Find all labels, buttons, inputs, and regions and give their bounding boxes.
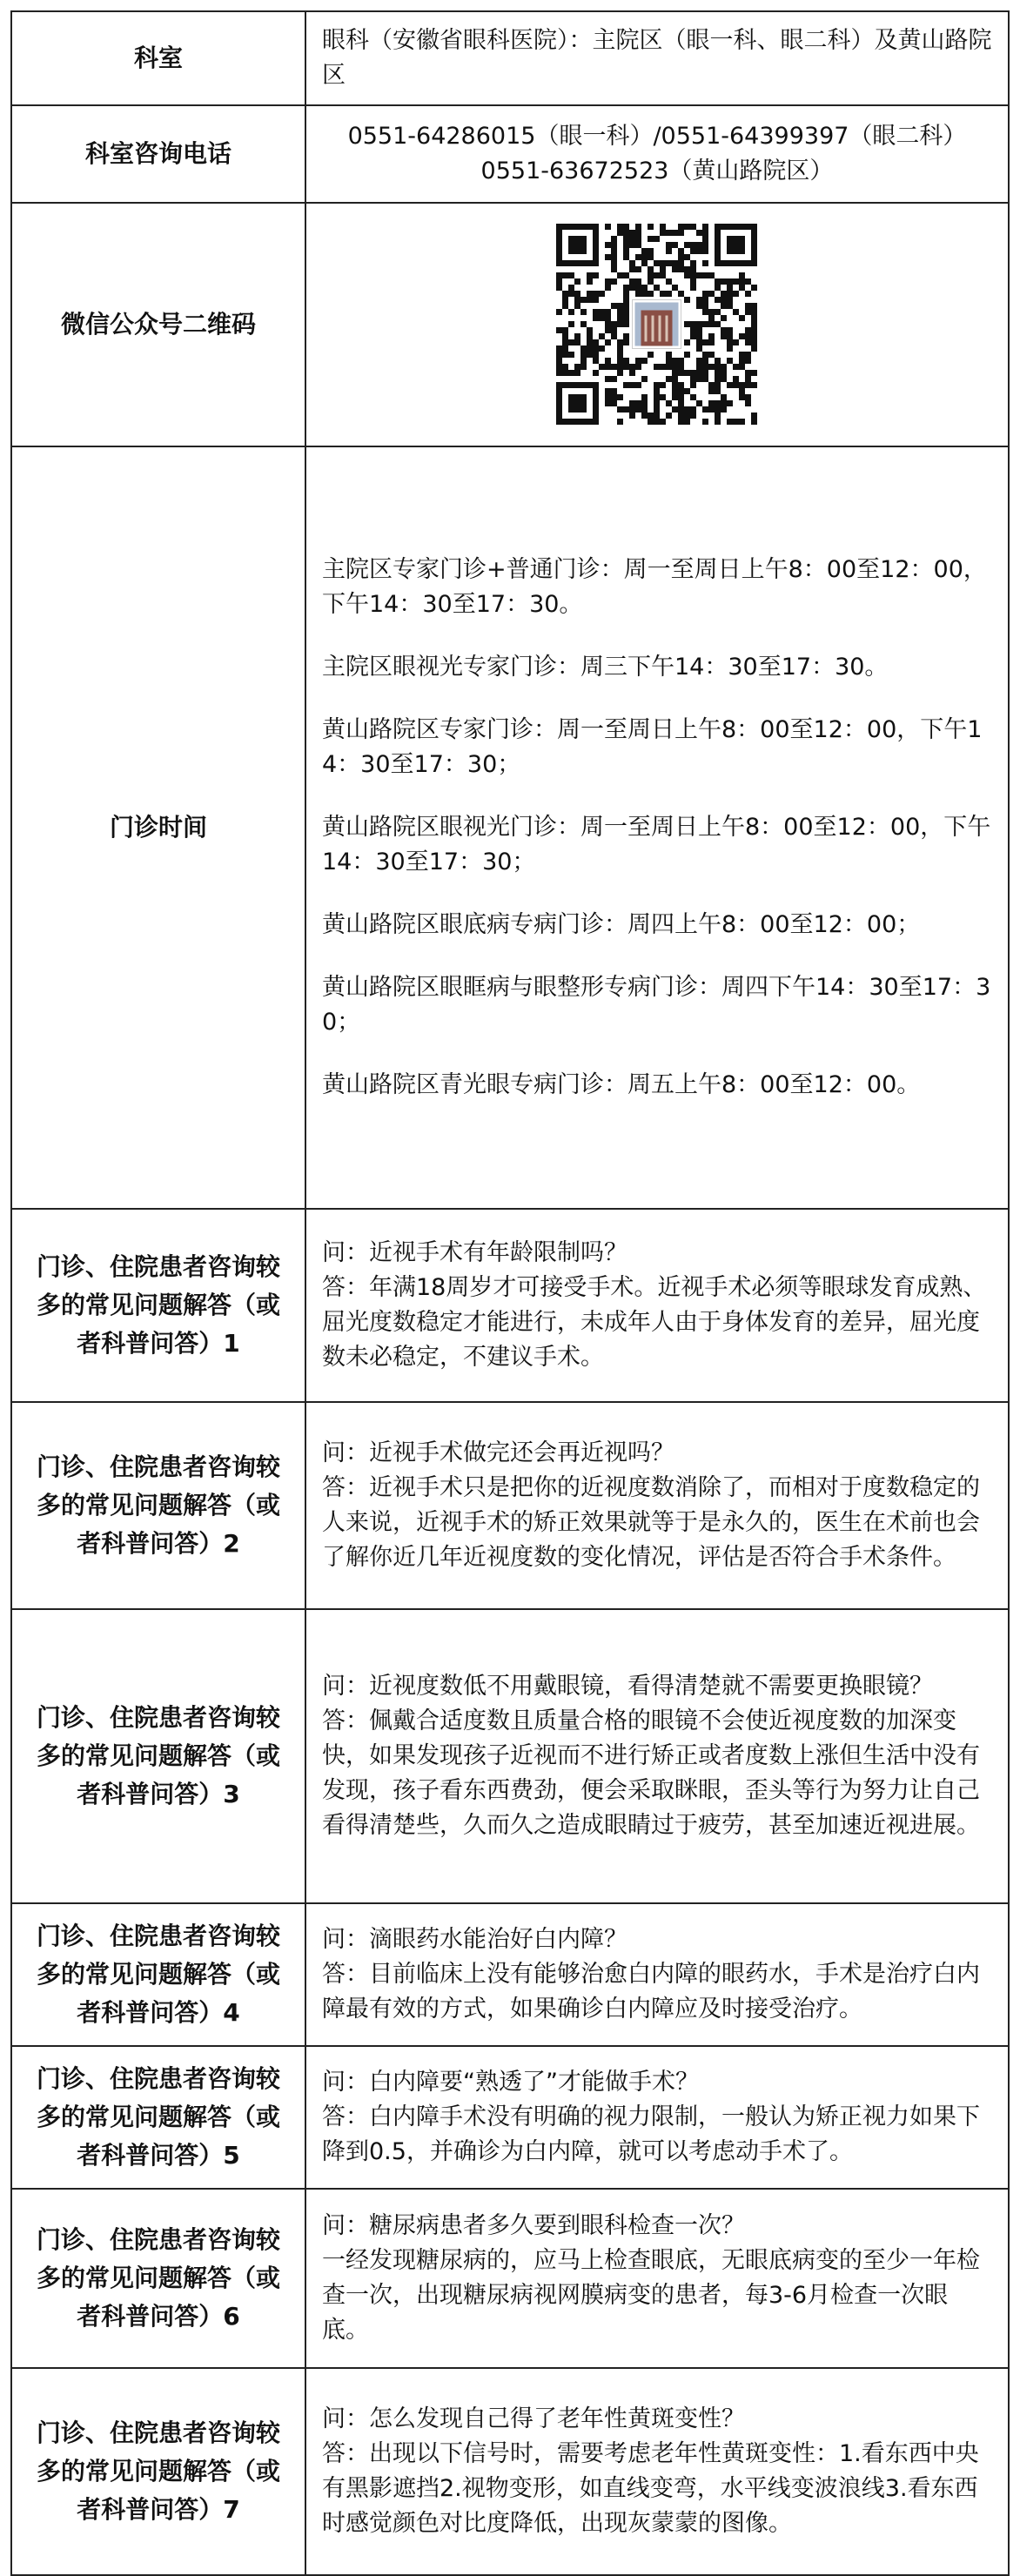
faq-question: 问：滴眼药水能治好白内障？ — [322, 1926, 627, 1953]
clinic-hours-label: 门诊时间 — [109, 813, 207, 842]
faq-question: 问：糖尿病患者多久要到眼科检查一次？ — [322, 2212, 745, 2239]
clinic-hours-item: 黄山路院区眼视光门诊：周一至周日上午8：00至12：00，下午14：30至17：30； — [322, 814, 991, 875]
phone-line: 0551-63672523（黄山路院区） — [480, 158, 834, 184]
faq-question: 问：怎么发现自己得了老年性黄斑变性？ — [322, 2405, 745, 2432]
info-table — [10, 10, 1010, 2576]
faq-content — [305, 2046, 1009, 2189]
faq-label-cell — [11, 1609, 305, 1903]
faq-label-cell — [11, 1209, 305, 1402]
clinic-hours-value — [305, 446, 1009, 1209]
wechat-qr-code — [548, 216, 766, 433]
faq-answer: 答：白内障手术没有明确的视力限制，一般认为矫正视力如果下降到0.5，并确诊为白内障，就可以考虑动手术了。 — [322, 2103, 980, 2165]
faq-question: 问：近视度数低不用戴眼镜，看得清楚就不需要更换眼镜？ — [322, 1673, 933, 1700]
faq-label: 门诊、住院患者咨询较多的常见问题解答（或者科普问答）1 — [37, 1252, 281, 1358]
phone-label-cell — [11, 105, 305, 203]
faq-answer: 答：佩戴合适度数且质量合格的眼镜不会使近视度数的加深变快，如果发现孩子近视而不进行矫正或者度数上涨但生活中没有发现，孩子看东西费劲，便会采取眯眼，歪头等行为努力让自己看得清楚些，久而久之造成眼睛过于疲劳，甚至加速近视进展。 — [322, 1707, 980, 1839]
faq-question: 问：近视手术做完还会再近视吗？ — [322, 1439, 674, 1466]
faq-answer: 答：出现以下信号时，需要考虑老年性黄斑变性：1.看东西中央有黑影遮挡2.视物变形，如直线变弯，水平线变波浪线3.看东西时感觉颜色对比度降低，出现灰蒙蒙的图像。 — [322, 2440, 979, 2537]
qr-finder-pattern — [556, 224, 599, 266]
faq-row — [11, 1209, 1009, 1402]
faq-label-cell — [11, 1402, 305, 1609]
clinic-hours-label-cell — [11, 446, 305, 1209]
phone-row — [11, 105, 1009, 203]
faq-content — [305, 1209, 1009, 1402]
faq-row — [11, 2189, 1009, 2368]
department-row — [11, 11, 1009, 105]
faq-label: 门诊、住院患者咨询较多的常见问题解答（或者科普问答）2 — [37, 1452, 281, 1558]
department-value: 眼科（安徽省眼科医院）：主院区（眼一科、眼二科）及黄山路院区 — [305, 11, 1009, 105]
clinic-hours-row — [11, 446, 1009, 1209]
faq-row — [11, 1903, 1009, 2046]
faq-row — [11, 1609, 1009, 1903]
faq-question: 问：白内障要“熟透了”才能做手术？ — [322, 2069, 699, 2096]
faq-label: 门诊、住院患者咨询较多的常见问题解答（或者科普问答）7 — [37, 2418, 281, 2524]
faq-label-cell — [11, 2189, 305, 2368]
phone-line: 0551-64286015（眼一科）/0551-64399397（眼二科） — [347, 123, 967, 150]
faq-question: 问：近视手术有年龄限制吗？ — [322, 1239, 627, 1266]
faq-answer: 答：近视手术只是把你的近视度数消除了，而相对于度数稳定的人来说，近视手术的矫正效果就等于是永久的，医生在术前也会了解你近几年近视度数的变化情况，评估是否符合手术条件。 — [322, 1474, 980, 1571]
qr-finder-pattern — [556, 382, 599, 425]
faq-label: 门诊、住院患者咨询较多的常见问题解答（或者科普问答）3 — [37, 1703, 281, 1808]
clinic-hours-item: 主院区眼视光专家门诊：周三下午14：30至17：30。 — [322, 654, 889, 681]
wechat-value-cell — [305, 203, 1009, 446]
faq-label: 门诊、住院患者咨询较多的常见问题解答（或者科普问答）4 — [37, 1922, 281, 2027]
phone-label: 科室咨询电话 — [84, 139, 232, 168]
faq-label-cell — [11, 2368, 305, 2575]
department-label-cell — [11, 11, 305, 105]
phone-value — [305, 105, 1009, 203]
faq-answer: 一经发现糖尿病的，应马上检查眼底，无眼底病变的至少一年检查一次，出现糖尿病视网膜病变的患者，每3-6月检查一次眼底。 — [322, 2247, 980, 2344]
wechat-label-cell — [11, 203, 305, 446]
faq-label: 门诊、住院患者咨询较多的常见问题解答（或者科普问答）6 — [37, 2225, 281, 2331]
faq-content — [305, 1402, 1009, 1609]
qr-finder-pattern — [715, 224, 757, 266]
clinic-hours-item: 黄山路院区眼底病专病门诊：周四上午8：00至12：00； — [322, 911, 921, 938]
wechat-label: 微信公众号二维码 — [60, 310, 256, 339]
faq-label-cell — [11, 2046, 305, 2189]
clinic-hours-item: 主院区专家门诊+普通门诊：周一至周日上午8：00至12：00，下午14：30至17：30。 — [322, 556, 987, 618]
faq-content — [305, 2189, 1009, 2368]
clinic-hours-item: 黄山路院区专家门诊：周一至周日上午8：00至12：00，下午14：30至17：30； — [322, 716, 983, 778]
faq-label: 门诊、住院患者咨询较多的常见问题解答（或者科普问答）5 — [37, 2064, 281, 2170]
faq-label-cell — [11, 1903, 305, 2046]
clinic-hours-item: 黄山路院区眼眶病与眼整形专病门诊：周四下午14：30至17：30； — [322, 974, 991, 1036]
wechat-row — [11, 203, 1009, 446]
clinic-hours-item: 黄山路院区青光眼专病门诊：周五上午8：00至12：00。 — [322, 1071, 921, 1098]
faq-content — [305, 1903, 1009, 2046]
faq-row — [11, 2046, 1009, 2189]
faq-content — [305, 2368, 1009, 2575]
faq-row — [11, 2368, 1009, 2575]
faq-answer: 答：目前临床上没有能够治愈白内障的眼药水，手术是治疗白内障最有效的方式，如果确诊白内障应及时接受治疗。 — [322, 1961, 980, 2023]
faq-answer: 答：年满18周岁才可接受手术。近视手术必须等眼球发育成熟、屈光度数稳定才能进行，未成年人由于身体发育的差异，屈光度数未必稳定，不建议手术。 — [322, 1274, 987, 1371]
faq-row — [11, 1402, 1009, 1609]
department-label: 科室 — [133, 44, 183, 72]
faq-content — [305, 1609, 1009, 1903]
hospital-logo-icon — [633, 300, 681, 349]
